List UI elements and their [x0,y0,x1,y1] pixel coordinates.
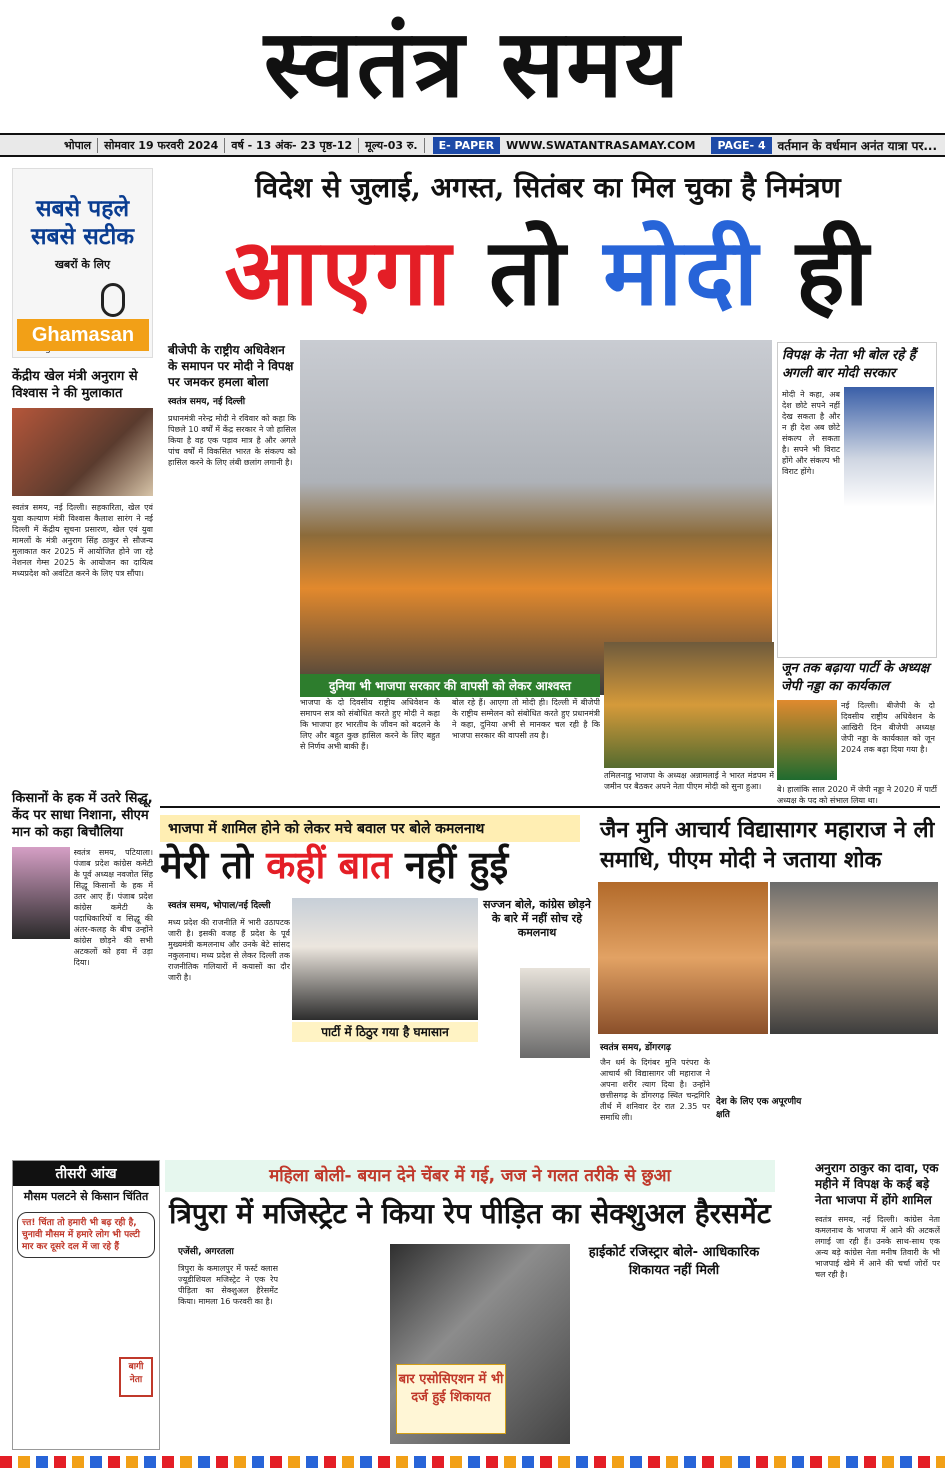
divider [160,806,940,808]
footer-strip [0,1456,945,1468]
cartoon-caption: मौसम पलटने से किसान चिंतित [23,1190,149,1203]
nadda-headline: जून तक बढ़ाया पार्टी के अध्यक्ष जेपी नड्डा का कार्यकाल [781,661,930,694]
headline-word-4: ही [795,218,872,326]
main-body-2: भाजपा के दो दिवसीय राष्ट्रीय अधिवेशन के समापन सत्र को संबोधित करते हुए मोदी ने कहा कि भाजपा हर भारतीय के जीवन को बदलने के लिए और बहुत कुछ हासिल करने के लिए बहुत से निर्णय अभी बाकी हैं। [300,698,440,751]
kamal-body: मध्य प्रदेश की राजनीति में भारी उठापटक जारी है। इसकी वजह हैं प्रदेश के पूर्व मुख्यमंत्री कमलनाथ और उनके बेटे सांसद नकुलनाथ। मध्य प्रदेश से लेकर दिल्ली तक राजनीतिक गलियारों में कयासों का दौर जारी है। [168,918,290,982]
masthead [0,0,945,132]
nadda-story [777,660,937,806]
kamal-photo [292,898,478,1020]
crowd-photo [604,642,774,768]
tripura-story [178,1244,278,1443]
story-headline: किसानों के हक में उतरे सिद्धू, केंद पर साधा निशाना, सीएम मान को कहा बिचौलिया [12,791,153,840]
issue: वर्ष - 13 अंक- 23 पृष्ठ-12 [225,138,359,153]
site-url[interactable]: WWW.SWATANTRASAMAY.COM [506,138,696,152]
sajjan-photo [520,968,590,1058]
tripura-headline: त्रिपुरा में मजिस्ट्रेट ने किया रेप पीड़ित का सेक्शुअल हैरसमेंट [169,1197,771,1230]
sajjan-head: सज्जन बोले, कांग्रेस छोड़ने के बारे में नहीं सोच रहे कमलनाथ [483,898,591,939]
story-anurag-meeting [12,368,153,750]
tripura-box: बार एसोसिएशन में भी दर्ज हुई शिकायत [396,1364,506,1434]
box-headline: विपक्ष के नेता भी बोल रहे हैं अगली बार मोदी सरकार [782,348,916,381]
headline-word-3: मोदी [603,218,761,326]
main-kicker: विदेश से जुलाई, अगस्त, सितंबर का मिल चुका है निमंत्रण [255,171,841,204]
headline-word-1: आएगा [224,218,454,326]
main-body-1: प्रधानमंत्री नरेन्द्र मोदी ने रविवार को कहा कि पिछले 10 वर्षों में केंद्र सरकार ने जो हासिल किया है वह एक पड़ाव मात्र है और अगले पांच वर्षों में विकसित भारत के संकल्प को हासिल करने के लिए लंबी छलांग लगानी है। [168,414,296,467]
kamal-head-2: कहीं बात [266,842,392,887]
nadda-photo [777,700,837,780]
main-subhead: बीजेपी के राष्ट्रीय अधिवेशन के समापन पर मोदी ने विपक्ष पर जमकर हमला बोला [168,343,294,389]
jain-photo-2 [770,882,938,1034]
jain-headline: जैन मुनि आचार्य विद्यासागर महाराज ने ली समाधि, पीएम मोदी ने जताया शोक [600,817,935,873]
modi-photo [844,387,934,507]
ad-ghamasan[interactable] [12,168,153,358]
story-headline: केंद्रीय खेल मंत्री अनुराग से विश्वास ने की मुलाकात [12,369,138,401]
kamal-byline: स्वतंत्र समय, भोपाल/नई दिल्ली [168,901,271,911]
cartoon-sign: बागी नेता [119,1357,153,1397]
kamal-head-3: नहीं हुई [404,842,509,887]
kamal-story-col [168,898,290,1157]
headline-word-2: तो [489,218,569,326]
ad-line-2: सबसे सटीक [31,224,134,250]
cartoon-title: तीसरी आंख [13,1161,159,1186]
jain-photo-1 [598,882,768,1034]
anurag-headline: अनुराग ठाकुर का दावा, एक महीने में विपक्ष के कई बड़े नेता भाजपा में होंगे शामिल [815,1161,939,1207]
main-body-3: बोल रहे हैं। आएगा तो मोदी ही। दिल्ली में बीजेपी के राष्ट्रीय सम्मेलन को संबोधित करते हुए प्रधानमंत्री ने कहा, दुनिया अभी से मानकर चल रही है कि भाजपा सरकार की वापसी तय है। [452,698,600,740]
mouse-icon [101,283,125,317]
meeting-photo [12,408,153,496]
cartoon-box [12,1160,160,1450]
cartoon-bubble: त्त्त! चिंता तो हमारी भी बढ़ रही है, चुनावी मौसम में हमारे लोग भी पल्टी मार कर दूसरे दल में जा रहे हैं [17,1212,155,1258]
dateline-bar [0,133,945,157]
anurag-body: स्वतंत्र समय, नई दिल्ली। कांग्रेस नेता कमलनाथ के भाजपा में आने की अटकलें लगाई जा रही हैं। उनके साथ-साथ एक अन्य बड़े कांग्रेस नेता मनीष तिवारी के भी भाजपाई खेमे में आने की चर्चा जोरों पर चल रही है। [815,1215,940,1279]
kamal-photo-caption: पार्टी में ठिठुर गया है घमासान [292,1022,478,1042]
crowd-caption: तमिलनाडु भाजपा के अध्यक्ष अन्नामलाई ने भारत मंडपम में जमीन पर बैठकर अपने नेता पीएम मोदी को सुना हुआ। [604,771,774,791]
price: मूल्य-03 रु. [359,138,424,153]
story-body: स्वतंत्र समय, पटियाला। पंजाब प्रदेश कांग्रेस कमेटी के पूर्व अध्यक्ष नवजोत सिंह सिद्धू किसानों के हक में उतर आए हैं। पंजाब प्रदेश कांग्रेस कमेटी के पदाधिकारियों व सिद्धू की अंतर-कलह के बीच उन्होंने कांग्रेस छोड़ने की सभी अटकलों को हवा में उड़ा दिया। [73,848,153,967]
kamal-headline [160,840,595,890]
tripura-body: त्रिपुरा के कमालपुर में फर्स्ट क्लास ज्यूडीशियल मजिस्ट्रेट ने एक रेप पीड़िता का सेक्शुअल हैरेसमेंट किया। मामला 16 फरवरी का है। [178,1264,278,1306]
main-story-col [168,342,296,773]
anurag-story [815,1160,940,1414]
photo-caption: दुनिया भी भाजपा सरकार की वापसी को लेकर आश्वस्त [300,674,600,697]
sidhu-photo [12,847,70,939]
city: भोपाल [58,138,98,153]
epaper-badge: E- PAPER [433,137,501,154]
kamal-kicker: भाजपा में शामिल होने को लेकर मचे बवाल पर बोले कमलनाथ [160,815,580,842]
slogan: वर्तमान के वर्धमान अनंत यात्रा पर... [777,138,938,153]
date: सोमवार 19 फरवरी 2024 [98,138,225,153]
opposition-box [777,342,937,658]
tripura-byline: एजेंसी, अगरतला [178,1247,234,1257]
story-sidhu [12,790,153,1007]
ad-line-1: सबसे पहले [35,196,130,222]
tripura-subhead: हाईकोर्ट रजिस्ट्रार बोले- आधिकारिक शिकायत नहीं मिली [588,1245,760,1278]
jain-story [600,1040,710,1157]
jain-byline: स्वतंत्र समय, डोंगरगढ़ [600,1043,672,1053]
kamal-head-1: मेरी तो [160,842,253,887]
ghamasan-logo: Ghamasan [17,319,149,351]
story-body: स्वतंत्र समय, नई दिल्ली। सहकारिता, खेल एवं युवा कल्याण मंत्री विश्वास कैलाश सारंग ने नई दिल्ली में केंद्रीय सूचना प्रसारण, खेल एवं युवा मामलों के मंत्री अनुराग सिंह ठाकुर से सौजन्य मुलाकात कर 2025 में आयोजित होने जा रहे नेशनल गेम्स 2025 के आयोजन का दायित्व मध्यप्रदेश को अवंटित करने के लिए पत्र सौंपा। [12,503,153,578]
ad-line-3: खबरों के लिए [54,258,111,271]
box-body: मोदी ने कहा, अब देश छोटे सपने नहीं देख सकता है और न ही देश अब छोटे संकल्प ले सकता है। सपने भी विराट होंगे और संकल्प भी विराट होंगे। [782,390,840,476]
jain-subhead: देश के लिए एक अपूरणीय क्षति [716,1097,802,1120]
tripura-strip: महिला बोली- बयान देने चेंबर में गई, जज ने गलत तरीके से छुआ [165,1160,775,1192]
main-byline: स्वतंत्र समय, नई दिल्ली [168,397,246,407]
nadda-body: नई दिल्ली। बीजेपी के दो दिवसीय राष्ट्रीय अधिवेशन के आखिरी दिन बीजेपी अध्यक्ष जेपी नड्डा के कार्यकाल को जून 2024 तक बढ़ा दिया गया है। [841,701,935,754]
page-number: PAGE- 4 [711,137,771,154]
jain-body: जैन धर्म के दिगंबर मुनि परंपरा के आचार्य श्री विद्यासागर जी महाराज ने अपना शरीर त्याग दिया है। उन्होंने छत्तीसगढ़ के डोंगरगढ़ स्थित चन्द्रगिरि तीर्थ में शनिवार देर रात 2.35 पर समाधि ली। [600,1058,710,1122]
nadda-footnote: बे। हालांकि साल 2020 में जेपी नड्डा ने 2020 में पार्टी अध्यक्ष के पद को संभाल लिया था। [777,785,937,805]
newspaper-title: स्वतंत्र समय [263,9,682,119]
main-headline [158,212,938,332]
